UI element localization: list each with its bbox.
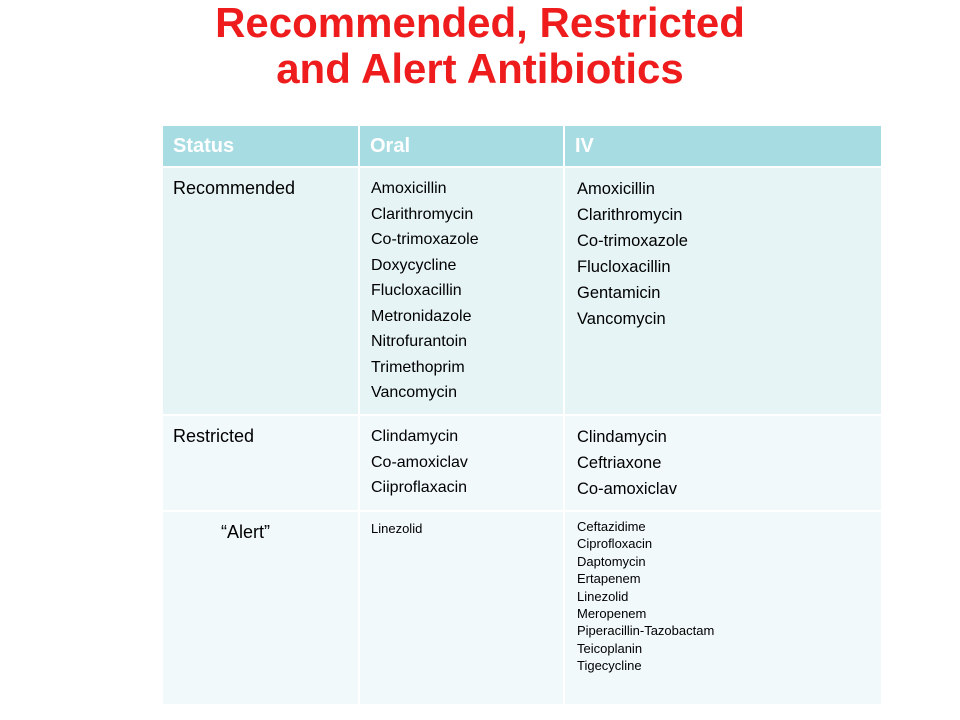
drug-list bbox=[360, 416, 563, 501]
drug-list bbox=[565, 168, 881, 332]
drug-list bbox=[360, 512, 563, 538]
drug-item: Doxycycline bbox=[371, 256, 457, 274]
column-header-iv: IV bbox=[564, 126, 881, 167]
iv-cell bbox=[564, 167, 881, 415]
drug-item: Amoxicillin bbox=[577, 180, 655, 198]
drug-item: Co-amoxiclav bbox=[577, 480, 677, 498]
drug-item: Clindamycin bbox=[577, 428, 667, 446]
drug-item: Trimethoprim bbox=[371, 358, 465, 376]
drug-item: Daptomycin bbox=[577, 553, 646, 569]
drug-list bbox=[565, 416, 881, 502]
drug-item: Piperacillin-Tazobactam bbox=[577, 623, 715, 639]
drug-item: Amoxicillin bbox=[371, 180, 447, 197]
slide-title-line-1: Recommended, Restricted bbox=[215, 0, 745, 46]
drug-item: Teicoplanin bbox=[577, 640, 643, 656]
oral-cell bbox=[359, 167, 564, 415]
slide-title-line-2: and Alert Antibiotics bbox=[276, 45, 684, 92]
oral-cell bbox=[359, 511, 564, 704]
table-header-row bbox=[163, 126, 881, 167]
drug-item: Clindamycin bbox=[371, 428, 459, 445]
iv-cell bbox=[564, 415, 881, 511]
status-cell: Recommended bbox=[163, 167, 359, 415]
drug-list bbox=[360, 168, 563, 406]
status-cell: Restricted bbox=[163, 415, 359, 511]
table-row-recommended bbox=[163, 167, 881, 415]
drug-item: Gentamicin bbox=[577, 284, 661, 302]
drug-item: Co-trimoxazole bbox=[577, 232, 688, 250]
drug-item: Clarithromycin bbox=[371, 205, 474, 223]
drug-item: Ciprofloxacin bbox=[577, 536, 653, 552]
drug-item: Flucloxacillin bbox=[371, 282, 462, 299]
drug-list bbox=[565, 512, 881, 675]
drug-item: Clarithromycin bbox=[577, 206, 683, 224]
drug-item: Metronidazole bbox=[371, 307, 472, 325]
drug-item: Ceftazidime bbox=[577, 519, 646, 534]
table-row-alert bbox=[163, 511, 881, 704]
drug-item: Tigecycline bbox=[577, 658, 642, 674]
table-row-restricted bbox=[163, 415, 881, 511]
slide-title bbox=[0, 0, 960, 92]
drug-item: Linezolid bbox=[577, 588, 629, 604]
drug-item: Ciiproflaxacin bbox=[371, 479, 468, 496]
drug-item: Flucloxacillin bbox=[577, 258, 671, 276]
drug-item: Co-trimoxazole bbox=[371, 231, 479, 248]
drug-item: Meropenem bbox=[577, 606, 647, 622]
drug-item: Nitrofurantoin bbox=[371, 333, 468, 350]
oral-cell bbox=[359, 415, 564, 511]
drug-item: Linezolid bbox=[371, 521, 423, 536]
column-header-oral: Oral bbox=[359, 126, 564, 167]
drug-item: Co-amoxiclav bbox=[371, 453, 468, 471]
antibiotics-table bbox=[163, 126, 881, 704]
column-header-status: Status bbox=[163, 126, 359, 167]
drug-item: Ceftriaxone bbox=[577, 454, 662, 472]
status-cell: “Alert” bbox=[163, 511, 359, 704]
drug-item: Vancomycin bbox=[577, 310, 666, 328]
drug-item: Ertapenem bbox=[577, 571, 641, 587]
drug-item: Vancomycin bbox=[371, 384, 457, 401]
iv-cell bbox=[564, 511, 881, 704]
